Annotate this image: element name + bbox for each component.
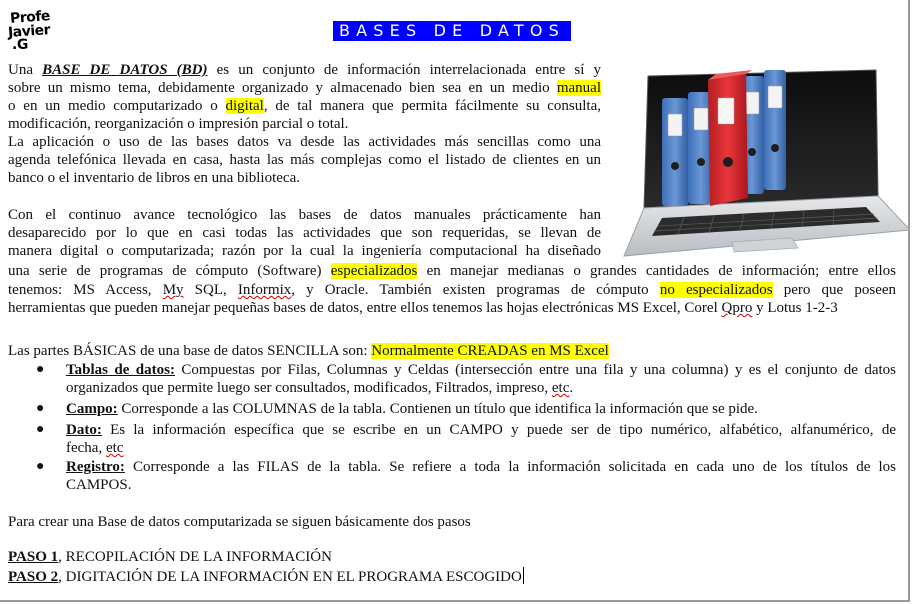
list-item-dato-line-1 bbox=[66, 421, 896, 439]
text: sobre un mismo tema, debidamente organizado y almacenado bien sea en un medio bbox=[8, 80, 557, 96]
bullet-icon: ● bbox=[36, 362, 45, 377]
logo-line-1: Profe bbox=[9, 8, 51, 27]
text: tenemos: MS Access, bbox=[8, 282, 163, 298]
p3-line-3: manera digital o computarizada; razón por la cual la ingeniería computacional ha diseñado bbox=[8, 243, 601, 259]
highlight-especializados: especializados bbox=[330, 263, 418, 279]
text: Corresponde a las FILAS de la tabla. Se refiere a toda la información solicitada en cada uno de los títulos de los bbox=[124, 459, 896, 475]
p3-line-5 bbox=[8, 281, 896, 299]
step-2-text: , DIGITACIÓN DE LA INFORMACIÓN EN EL PROGRAMA ESCOGIDO bbox=[58, 569, 522, 585]
text: pero que poseen bbox=[772, 282, 897, 298]
bullet-icon: ● bbox=[36, 401, 45, 416]
p4-line bbox=[8, 342, 609, 360]
text: y Lotus 1-2-3 bbox=[752, 300, 838, 316]
text: herramientas que pueden manejar pequeñas bases de datos, entre ellos tenemos las hojas electrónicas MS Excel, Corel bbox=[8, 300, 722, 316]
p3-line-1: Con el continuo avance tecnológico las bases de datos manuales prácticamente han bbox=[8, 207, 601, 223]
term-registro: Registro: bbox=[66, 459, 125, 475]
list-item-tablas-line-2 bbox=[66, 379, 573, 397]
p1-line-1 bbox=[8, 61, 601, 79]
document-title: BASES DE DATOS bbox=[333, 21, 571, 41]
laptop-binders-illustration bbox=[604, 66, 910, 262]
bullet-icon: ● bbox=[36, 422, 45, 437]
text: , de tal manera que permita fácilmente su consulta, bbox=[263, 98, 601, 114]
p3-line-6 bbox=[8, 299, 838, 317]
p1-line-4: modificación, reorganización o impresión parcial o total. bbox=[8, 116, 349, 132]
p2-line-2: agenda telefónica llevada en casa, hasta las más complejas como el listado de clientes en un bbox=[8, 152, 601, 168]
spellcheck-etc: etc bbox=[551, 380, 570, 396]
text-cursor bbox=[523, 567, 524, 584]
spellcheck-informix: Informix bbox=[237, 282, 292, 298]
list-item-tablas-line-1 bbox=[66, 361, 896, 379]
logo-line-2: Javier bbox=[7, 22, 51, 41]
term-campo: Campo: bbox=[66, 401, 118, 417]
text: o en un medio computarizado o bbox=[8, 98, 226, 114]
text: Compuestas por Filas, Columnas y Celdas (intersección entre una fila y una columna) y es el conjunto de datos bbox=[174, 362, 896, 378]
spellcheck-etc: etc bbox=[105, 440, 124, 456]
step-2 bbox=[8, 567, 524, 586]
red-binder bbox=[708, 70, 752, 206]
text: , y Oracle. También existen programas de cómputo bbox=[291, 282, 660, 298]
text: Una bbox=[8, 62, 43, 78]
highlight-creadas-excel: Normalmente CREADAS en MS Excel bbox=[371, 343, 609, 359]
p2-line-1: La aplicación o uso de las bases datos va desde las actividades más sencillas como una bbox=[8, 134, 601, 150]
step-1-text: , RECOPILACIÓN DE LA INFORMACIÓN bbox=[58, 549, 332, 565]
bullet-icon: ● bbox=[36, 459, 45, 474]
text: es un conjunto de información interrelacionada entre sí y bbox=[207, 62, 601, 78]
text: una serie de programas de cómputo (Software) bbox=[8, 263, 331, 279]
p1-line-3 bbox=[8, 97, 601, 115]
highlight-manual: manual bbox=[556, 80, 601, 96]
text: Las partes BÁSICAS de una base de datos SENCILLA son: bbox=[8, 343, 372, 359]
step-1-label: PASO 1 bbox=[8, 549, 59, 565]
text: Corresponde a las COLUMNAS de la tabla. Contienen un título que identifica la información que se pide. bbox=[117, 401, 758, 417]
highlight-no-especializados: no especializados bbox=[659, 282, 773, 298]
list-item-campo bbox=[66, 400, 758, 418]
text: Es la información específica que se escribe en un CAMPO y puede ser de tipo numérico, alfabético, alfanumérico, de bbox=[101, 422, 896, 438]
profe-javier-logo bbox=[8, 10, 64, 56]
text: en manejar medianas o grandes cantidades de información; entre ellos bbox=[417, 263, 897, 279]
p3-line-2: desaparecido por lo que en casi todas las actividades que son requeridas, se llevan de bbox=[8, 225, 601, 241]
spellcheck-qpro: Qpro bbox=[721, 300, 753, 316]
list-item-registro-line-1 bbox=[66, 458, 896, 476]
term-dato: Dato: bbox=[66, 422, 102, 438]
step-1 bbox=[8, 548, 332, 566]
text: organizados que permite luego ser consultados, modificados, Filtrados, impreso, bbox=[66, 380, 552, 396]
highlight-digital: digital bbox=[225, 98, 264, 114]
text: . bbox=[569, 380, 574, 396]
p3-line-4 bbox=[8, 262, 896, 280]
text: fecha, bbox=[66, 440, 106, 456]
list-item-dato-line-2 bbox=[66, 439, 123, 457]
bd-term: BASE DE DATOS (BD) bbox=[42, 62, 208, 78]
p5-line: Para crear una Base de datos computarizada se siguen básicamente dos pasos bbox=[8, 514, 471, 530]
p1-line-2 bbox=[8, 79, 601, 97]
step-2-label: PASO 2 bbox=[8, 569, 59, 585]
list-item-registro-line-2: CAMPOS. bbox=[66, 477, 132, 493]
spellcheck-my: My bbox=[162, 282, 184, 298]
term-tablas: Tablas de datos: bbox=[66, 362, 175, 378]
p2-line-3: banco o el inventario de libros en una biblioteca. bbox=[8, 170, 300, 186]
logo-line-3: .G bbox=[12, 37, 28, 53]
text: SQL, bbox=[183, 282, 238, 298]
